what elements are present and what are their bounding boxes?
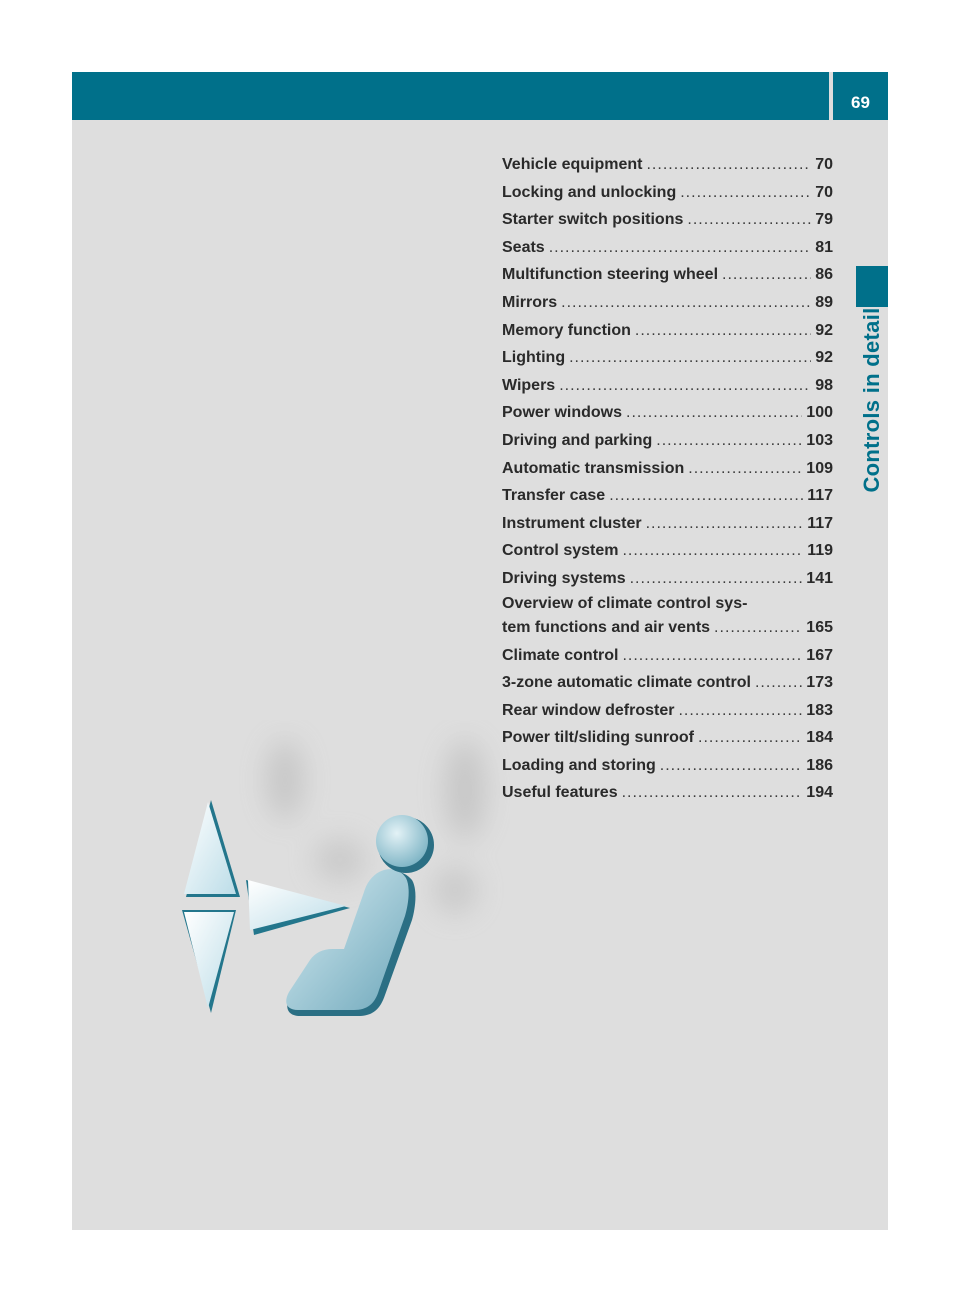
toc-row[interactable]: Driving systems ..... 141 [502, 565, 833, 593]
toc-row[interactable]: Control system ..... 119 [502, 537, 833, 565]
section-marker [856, 266, 888, 307]
toc-row[interactable]: Useful features ..... 194 [502, 779, 833, 807]
toc-row[interactable]: Rear window defroster ..... 183 [502, 697, 833, 725]
header-bar [72, 72, 829, 120]
toc-row[interactable]: Transfer case ..... 117 [502, 482, 833, 510]
section-side-label: Controls in detail [859, 307, 884, 493]
toc-row[interactable]: Vehicle equipment ..... 70 [502, 151, 833, 179]
toc-row[interactable]: Lighting ..... 92 [502, 344, 833, 372]
toc-row[interactable]: 3-zone automatic climate control ..... 173 [502, 669, 833, 697]
toc-row[interactable]: Seats ..... 81 [502, 234, 833, 262]
toc-row[interactable]: Power windows ..... 100 [502, 399, 833, 427]
toc-row[interactable]: Instrument cluster ..... 117 [502, 510, 833, 538]
toc-row[interactable]: Wipers ..... 98 [502, 372, 833, 400]
toc-row[interactable]: Mirrors ..... 89 [502, 289, 833, 317]
climate-airflow-seat-icon [150, 720, 510, 1050]
toc-row[interactable]: Locking and unlocking ..... 70 [502, 179, 833, 207]
airflow-arrow-down [182, 910, 236, 1013]
toc-row[interactable]: Driving and parking ..... 103 [502, 427, 833, 455]
toc-row[interactable]: Power tilt/sliding sunroof ..... 184 [502, 724, 833, 752]
toc-row[interactable]: Automatic transmission ..... 109 [502, 455, 833, 483]
toc-row[interactable]: Climate control ..... 167 [502, 642, 833, 670]
airflow-arrow-up [184, 800, 240, 897]
page-number: 69 [851, 93, 870, 112]
toc-row[interactable]: Loading and storing ..... 186 [502, 752, 833, 780]
airflow-arrow-right [246, 880, 350, 935]
table-of-contents [502, 151, 833, 807]
toc-row[interactable]: Memory function ..... 92 [502, 317, 833, 345]
toc-row[interactable]: Multifunction steering wheel ..... 86 [502, 261, 833, 289]
toc-row[interactable]: Starter switch positions ..... 79 [502, 206, 833, 234]
toc-row[interactable]: Overview of climate control sys- tem functions and air vents ..... 165 [502, 593, 833, 642]
